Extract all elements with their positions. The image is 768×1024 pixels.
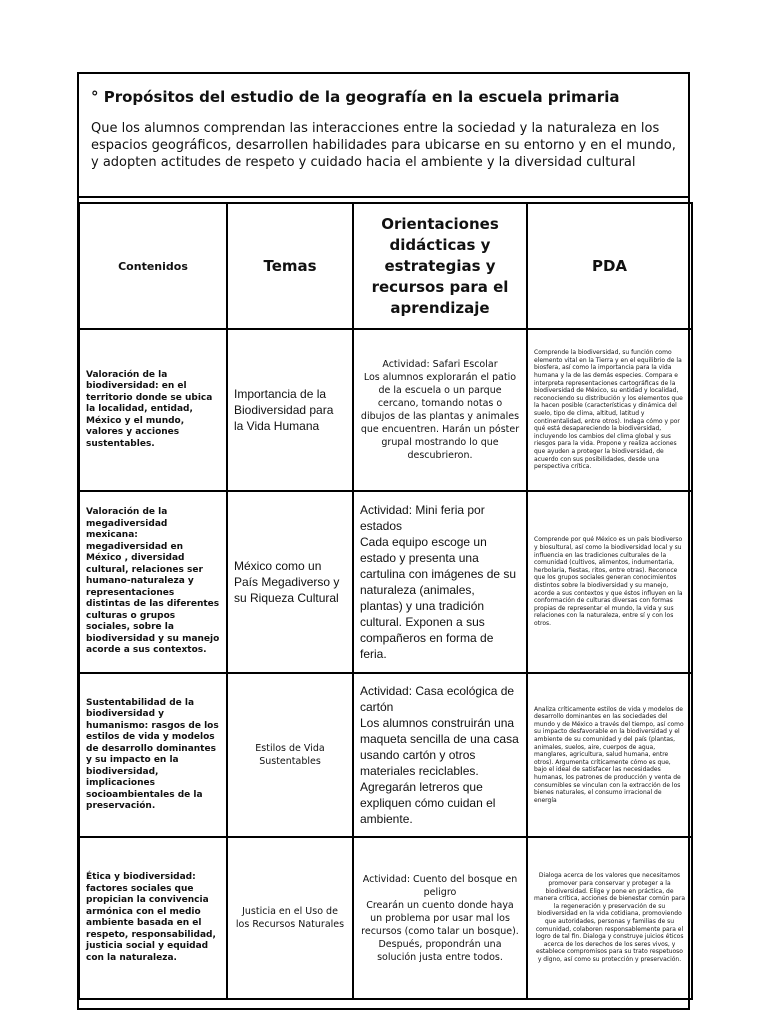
table-header-row [79, 203, 692, 329]
contenido-cell: Ética y biodiversidad: factores sociales que propician la convivencia armónica con el medio ambiente basada en el respeto, responsabilidad, justicia social y equidad con la naturaleza. [79, 837, 227, 999]
table-row [79, 329, 692, 491]
contenido-cell: Sustentabilidad de la biodiversidad y humanismo: rasgos de los estilos de vida y modelos de desarrollo dominantes y su impacto en la biodiversidad, implicaciones socioambientales de la preservación. [79, 673, 227, 837]
tema-cell: México como un País Megadiverso y su Riqueza Cultural [227, 491, 353, 673]
contenido-cell: Valoración de la megadiversidad mexicana: megadiversidad en México , diversidad cultural, relaciones ser humano-naturaleza y representaciones distintas de las diferentes culturas o grupos sociales, sobre la biodiversidad y su manejo acorde a sus contextos. [79, 491, 227, 673]
actividad-text: Actividad: Casa ecológica de cartón Los alumnos construirán una maqueta sencilla de una casa usando cartón y otros materiales reciclables. Agregarán letreros que expliquen cómo cuidan el ambiente. [360, 684, 519, 826]
actividad-cell [353, 837, 527, 999]
header-pda: PDA [527, 203, 692, 329]
header-orientaciones: Orientaciones didácticas y estrategias y recursos para el aprendizaje [353, 203, 527, 329]
table-row [79, 491, 692, 673]
pda-cell: Dialoga acerca de los valores que necesitamos promover para conservar y proteger a la biodiversidad. Elige y pone en práctica, de manera crítica, acciones de bienestar común para la regeneración y preservación de su biodiversidad en la vida cotidiana, promoviendo que autoridades, personas y familias de su comunidad, colaboren responsablemente para el logro de tal fin. Dialoga y construye juicios éticos acerca de los derechos de los seres vivos, y establece compromisos para su trato respetuoso y digno, así como su protección y preservación. [527, 837, 692, 999]
tema-cell: Estilos de Vida Sustentables [227, 673, 353, 837]
table-row [79, 837, 692, 999]
tema-cell: Importancia de la Biodiversidad para la Vida Humana [227, 329, 353, 491]
actividad-text: Actividad: Cuento del bosque en peligro Crearán un cuento donde haya un problema por usar mal los recursos (como talar un bosque). Después, propondrán una solución justa entre todos. [361, 873, 519, 963]
planning-table [78, 202, 693, 1000]
tema-cell: Justicia en el Uso de los Recursos Naturales [227, 837, 353, 999]
actividad-cell [353, 329, 527, 491]
page-title: ° Propósitos del estudio de la geografía en la escuela primaria [91, 88, 620, 106]
purpose-text: Que los alumnos comprendan las interacciones entre la sociedad y la naturaleza en los espacios geográficos, desarrollen habilidades para ubicarse en su entorno y en el mundo, y adopten actitudes de respeto y cuidado hacia el ambiente y la diversidad cultural [91, 121, 676, 170]
contenido-cell: Valoración de la biodiversidad: en el territorio donde se ubica la localidad, entidad, México y el mundo, valores y acciones sustentables. [79, 329, 227, 491]
header-contenidos: Contenidos [79, 203, 227, 329]
pda-cell: Analiza críticamente estilos de vida y modelos de desarrollo dominantes en las sociedades del mundo y de México a través del tiempo, así como su impacto desfavorable en la biodiversidad y el ambiente de su comunidad y del país (plantas, animales, suelos, aire, cuerpos de agua, manglares, agricultura, salud humana, entre otros). Argumenta críticamente cómo es que, bajo el ideal de satisfacer las necesidades humanas, los patrones de producción y venta de consumibles se vinculan con la extracción de los bienes naturales, el consumo irracional de energía [527, 673, 692, 837]
purpose-header [79, 74, 688, 198]
pda-cell: Comprende la biodiversidad, su función como elemento vital en la Tierra y en el equilibrio de la biosfera, así como la importancia para la vida humana y la de las demás especies. Compara e interpreta representaciones cartográficas de la biodiversidad de México, su entidad y localidad, reconociendo su distribución y los elementos que la hacen posible (características y dinámica del suelo, tipo de clima, altitud, latitud y continentalidad, entre otros). Indaga cómo y por qué está desapareciendo la biodiversidad, incluyendo los cambios del clima global y sus riesgos para la vida. Propone y realiza acciones que ayuden a proteger la biodiversidad, de acuerdo con sus posibilidades, desde una perspectiva crítica. [527, 329, 692, 491]
actividad-text: Actividad: Mini feria por estados Cada equipo escoge un estado y presenta una cartulina con imágenes de su naturaleza (animales, plantas) y una tradición cultural. Exponen a sus compañeros en forma de feria. [360, 503, 517, 661]
header-temas: Temas [227, 203, 353, 329]
document-frame [77, 72, 690, 1010]
actividad-cell [353, 491, 527, 673]
actividad-text: Actividad: Safari Escolar Los alumnos explorarán el patio de la escuela o un parque cercano, tomando notas o dibujos de las plantas y animales que encuentren. Harán un póster grupal mostrando lo que descubrieron. [360, 359, 520, 461]
table-row [79, 673, 692, 837]
pda-cell: Comprende por qué México es un país biodiverso y biosultural, así como la biodiversidad local y su influencia en las tradiciones culturales de la comunidad (cultivos, alimentos, indumentaria, herbolaria, fiestas, ritos, entre otras). Reconoce que los grupos sociales generan conocimientos distintos sobre la biodiversidad y su manejo, acorde a sus contextos y que éstos influyen en la conformación de culturas diversas con formas propias de representar el mundo, la vida y sus relaciones con la naturaleza, entre sí y con los otros. [527, 491, 692, 673]
actividad-cell [353, 673, 527, 837]
